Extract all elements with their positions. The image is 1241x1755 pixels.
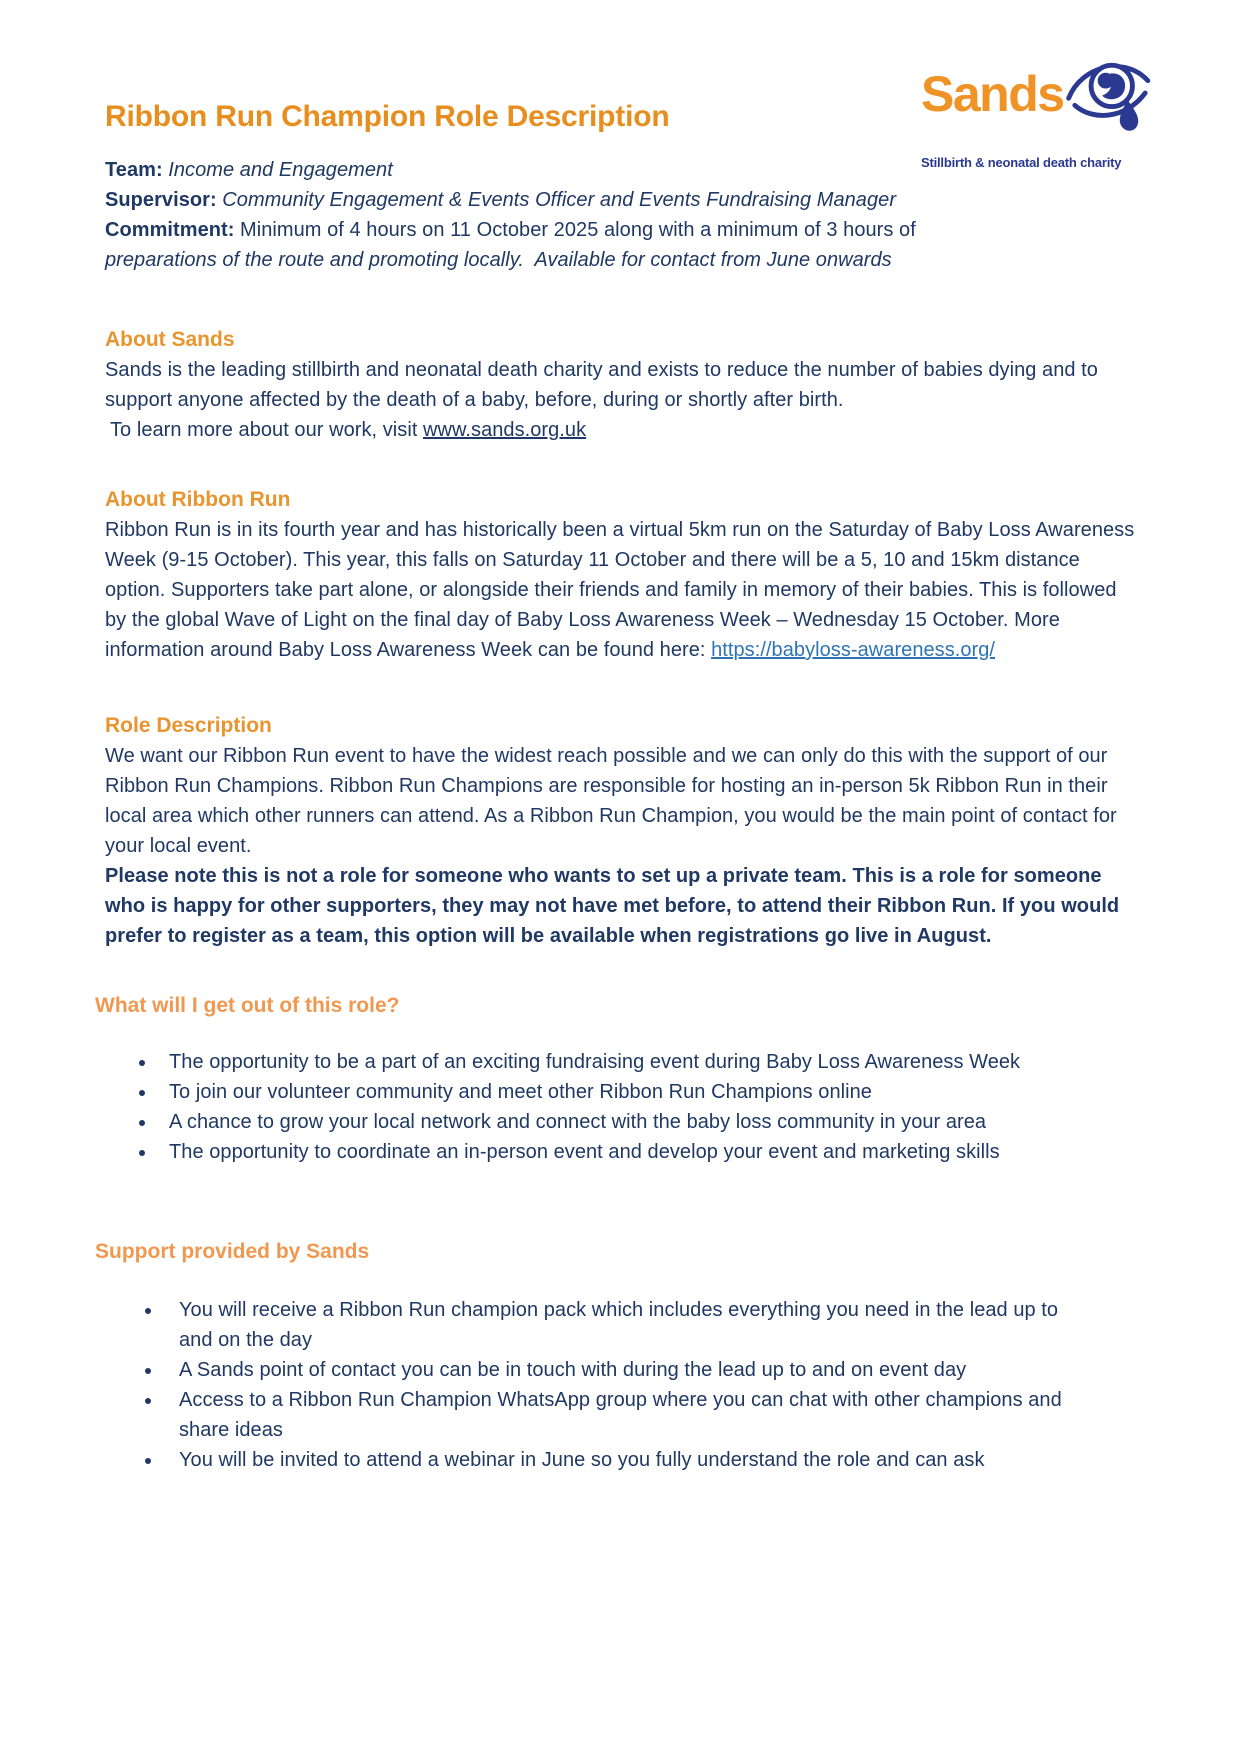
role-meta-block xyxy=(105,155,1136,275)
meta-supervisor-line xyxy=(105,185,1136,215)
list-item: • A Sands point of contact you can be in touch with during the lead up to and on event day xyxy=(163,1355,1136,1385)
learn-more-line xyxy=(105,415,1136,445)
about-ribbon-run-text: Ribbon Run is in its fourth year and has historically been a virtual 5km run on the Saturday of Baby Loss Awareness Week (9-15 October). This year, this falls on Saturday 11 October and there will be a 5, 10 and 15km distance option. Supporters take part alone, or alongside their friends and family in memory of their babies. This is followed by the global Wave of Light on the final day of Baby Loss Awareness Week – Wednesday 15 October. More information around Baby Loss Awareness Week can be found here: xyxy=(105,519,1135,661)
meta-supervisor-value: Community Engagement & Events Officer and Events Fundraising Manager xyxy=(216,189,897,211)
sands-logo-wordmark: Sands xyxy=(921,66,1064,122)
support-list xyxy=(105,1295,1136,1475)
meta-commitment-label: Commitment: xyxy=(105,219,235,241)
list-item: • You will be invited to attend a webinar in June so you fully understand the role and can ask xyxy=(163,1445,1136,1475)
about-sands-paragraph: Sands is the leading stillbirth and neonatal death charity and exists to reduce the number of babies dying and to support anyone affected by the death of a baby, before, during or shortly after birth. xyxy=(105,359,1098,411)
role-description-note: Please note this is not a role for someone who wants to set up a private team. This is a role for someone who is happy for other supporters, they may not have met before, to attend their Ribbon Run. If you would prefer to register as a team, this option will be available when registrations go live in August. xyxy=(105,865,1120,947)
list-item: • To join our volunteer community and meet other Ribbon Run Champions online xyxy=(157,1077,1136,1107)
meta-team-label: Team: xyxy=(105,159,163,181)
heading-about-ribbon-run: About Ribbon Run xyxy=(105,488,291,511)
heading-about-sands: About Sands xyxy=(105,328,235,351)
sands-eye-icon xyxy=(1066,54,1154,155)
about-ribbon-run-paragraph xyxy=(105,515,1136,665)
list-item: • A chance to grow your local network and connect with the baby loss community in your area xyxy=(157,1107,1136,1137)
page-title: Ribbon Run Champion Role Description xyxy=(105,100,670,133)
meta-team-value: Income and Engagement xyxy=(162,159,393,181)
sands-website-link[interactable]: www.sands.org.uk xyxy=(423,419,587,441)
heading-benefits: What will I get out of this role? xyxy=(95,994,400,1017)
meta-commitment-line-2 xyxy=(105,245,1136,275)
heading-role-description: Role Description xyxy=(105,714,272,737)
list-item: • You will receive a Ribbon Run champion pack which includes everything you need in the lead up to and on the day xyxy=(163,1295,1136,1355)
sands-logo-row xyxy=(921,66,1141,155)
document-body xyxy=(0,155,1241,1475)
list-item: • The opportunity to be a part of an exciting fundraising event during Baby Loss Awareness Week xyxy=(157,1047,1136,1077)
meta-supervisor-label: Supervisor: xyxy=(105,189,217,211)
list-item: • Access to a Ribbon Run Champion WhatsApp group where you can chat with other champions and share ideas xyxy=(163,1385,1136,1445)
sands-logo-tagline: Stillbirth & neonatal death charity xyxy=(921,155,1122,170)
meta-commitment-value-italic: preparations of the route and promoting locally. Available for contact from June onwards xyxy=(105,249,892,271)
meta-commitment-line xyxy=(105,215,1136,245)
sands-logo xyxy=(921,66,1141,170)
role-description-paragraph: We want our Ribbon Run event to have the widest reach possible and we can only do this with the support of our Ribbon Run Champions. Ribbon Run Champions are responsible for hosting an in-person 5k Ribbon Run in their local area which other runners can attend. As a Ribbon Run Champion, you would be the main point of contact for your local event. xyxy=(105,745,1117,857)
meta-commitment-value: Minimum of 4 hours on 11 October 2025 along with a minimum of 3 hours of xyxy=(234,219,916,241)
babyloss-awareness-link[interactable]: https://babyloss-awareness.org/ xyxy=(711,639,996,661)
list-item: • The opportunity to coordinate an in-person event and develop your event and marketing skills xyxy=(157,1137,1136,1167)
heading-support: Support provided by Sands xyxy=(95,1240,370,1263)
benefits-list xyxy=(105,1047,1136,1167)
learn-more-text: To learn more about our work, visit xyxy=(110,419,424,441)
